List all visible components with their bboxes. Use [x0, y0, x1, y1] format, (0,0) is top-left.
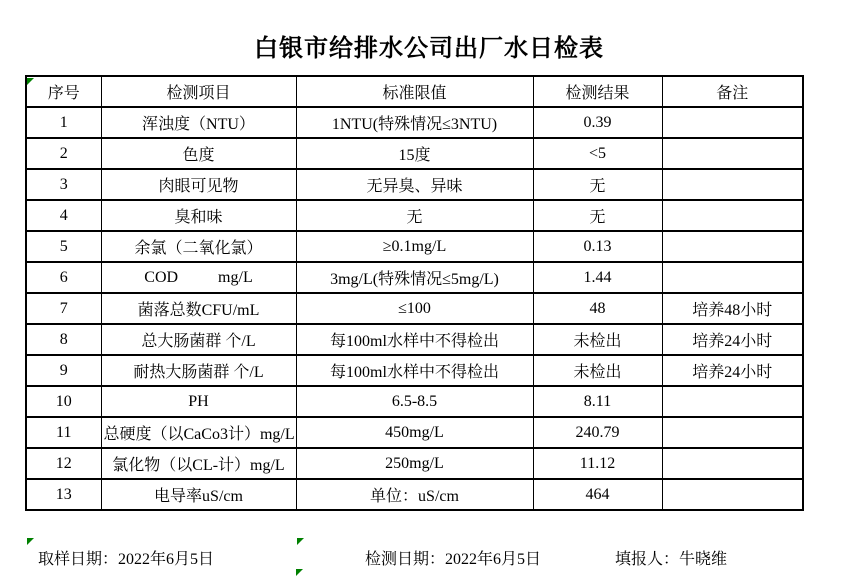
serial-cell: 4 — [26, 200, 101, 231]
cell-error-marker-icon — [27, 538, 34, 545]
serial-cell: 2 — [26, 138, 101, 169]
table-row — [26, 417, 803, 448]
table-row — [26, 448, 803, 479]
serial-cell: 12 — [26, 448, 101, 479]
result-cell: 240.79 — [533, 417, 662, 448]
item-cell: 总大肠菌群 个/L — [101, 324, 296, 355]
limit-cell: 15度 — [296, 138, 533, 169]
serial-cell: 13 — [26, 479, 101, 510]
result-cell: 无 — [533, 200, 662, 231]
table-row — [26, 355, 803, 386]
column-header-note: 备注 — [662, 76, 803, 107]
limit-cell: ≤100 — [296, 293, 533, 324]
reporter-label: 填报人：牛晓维 — [615, 551, 728, 568]
result-cell: 无 — [533, 169, 662, 200]
table-row — [26, 386, 803, 417]
result-cell: 1.44 — [533, 262, 662, 293]
item-cell: 总硬度（以CaCo3计）mg/L — [101, 417, 296, 448]
serial-cell: 10 — [26, 386, 101, 417]
result-cell: 0.39 — [533, 107, 662, 138]
limit-cell: 250mg/L — [296, 448, 533, 479]
serial-cell: 11 — [26, 417, 101, 448]
note-cell — [662, 107, 803, 138]
limit-cell: 6.5-8.5 — [296, 386, 533, 417]
cell-error-marker-icon — [297, 538, 304, 545]
serial-cell: 7 — [26, 293, 101, 324]
note-cell — [662, 386, 803, 417]
limit-cell: ≥0.1mg/L — [296, 231, 533, 262]
limit-cell: 每100ml水样中不得检出 — [296, 324, 533, 355]
limit-cell: 无 — [296, 200, 533, 231]
column-header-limit: 标准限值 — [296, 76, 533, 107]
item-cell: 菌落总数CFU/mL — [101, 293, 296, 324]
table-row — [26, 200, 803, 231]
note-cell — [662, 169, 803, 200]
item-cell: 电导率uS/cm — [101, 479, 296, 510]
serial-cell: 5 — [26, 231, 101, 262]
item-cell: 耐热大肠菌群 个/L — [101, 355, 296, 386]
cell-error-marker-icon — [296, 569, 303, 576]
table-row — [26, 479, 803, 510]
result-cell: 未检出 — [533, 355, 662, 386]
item-cell: 臭和味 — [101, 200, 296, 231]
column-header-result: 检测结果 — [533, 76, 662, 107]
limit-cell: 1NTU(特殊情况≤3NTU) — [296, 107, 533, 138]
table-row — [26, 262, 803, 293]
note-cell — [662, 200, 803, 231]
note-cell — [662, 262, 803, 293]
result-cell: 未检出 — [533, 324, 662, 355]
limit-cell: 无异臭、异味 — [296, 169, 533, 200]
result-cell: 11.12 — [533, 448, 662, 479]
note-cell — [662, 417, 803, 448]
table-row — [26, 107, 803, 138]
daily-check-table — [25, 75, 804, 511]
note-cell — [662, 448, 803, 479]
note-cell — [662, 479, 803, 510]
table-row — [26, 138, 803, 169]
table-row — [26, 231, 803, 262]
test-date-label: 检测日期：2022年6月5日 — [365, 551, 542, 568]
serial-cell: 8 — [26, 324, 101, 355]
note-cell: 培养24小时 — [662, 324, 803, 355]
limit-cell: 每100ml水样中不得检出 — [296, 355, 533, 386]
item-cell: PH — [101, 386, 296, 417]
item-cell: 浑浊度（NTU） — [101, 107, 296, 138]
item-cell: 余氯（二氧化氯） — [101, 231, 296, 262]
limit-cell: 3mg/L(特殊情况≤5mg/L) — [296, 262, 533, 293]
cell-error-marker-icon — [27, 78, 34, 85]
table-row — [26, 169, 803, 200]
result-cell: 48 — [533, 293, 662, 324]
note-cell: 培养48小时 — [662, 293, 803, 324]
column-header-serial: 序号 — [26, 76, 101, 107]
column-header-item: 检测项目 — [101, 76, 296, 107]
table-row — [26, 324, 803, 355]
table-row — [26, 293, 803, 324]
limit-cell: 450mg/L — [296, 417, 533, 448]
result-cell: 464 — [533, 479, 662, 510]
item-cell: 色度 — [101, 138, 296, 169]
table-header-row — [26, 76, 803, 107]
item-cell: 氯化物（以CL-计）mg/L — [101, 448, 296, 479]
serial-cell: 6 — [26, 262, 101, 293]
note-cell: 培养24小时 — [662, 355, 803, 386]
result-cell: 8.11 — [533, 386, 662, 417]
item-cell: COD mg/L — [101, 262, 296, 293]
sample-date-label: 取样日期：2022年6月5日 — [38, 551, 215, 568]
page-title: 白银市给排水公司出厂水日检表 — [254, 36, 604, 62]
limit-cell: 单位：uS/cm — [296, 479, 533, 510]
item-cell: 肉眼可见物 — [101, 169, 296, 200]
serial-cell: 1 — [26, 107, 101, 138]
serial-cell: 9 — [26, 355, 101, 386]
note-cell — [662, 138, 803, 169]
serial-cell: 3 — [26, 169, 101, 200]
result-cell: 0.13 — [533, 231, 662, 262]
result-cell: <5 — [533, 138, 662, 169]
note-cell — [662, 231, 803, 262]
